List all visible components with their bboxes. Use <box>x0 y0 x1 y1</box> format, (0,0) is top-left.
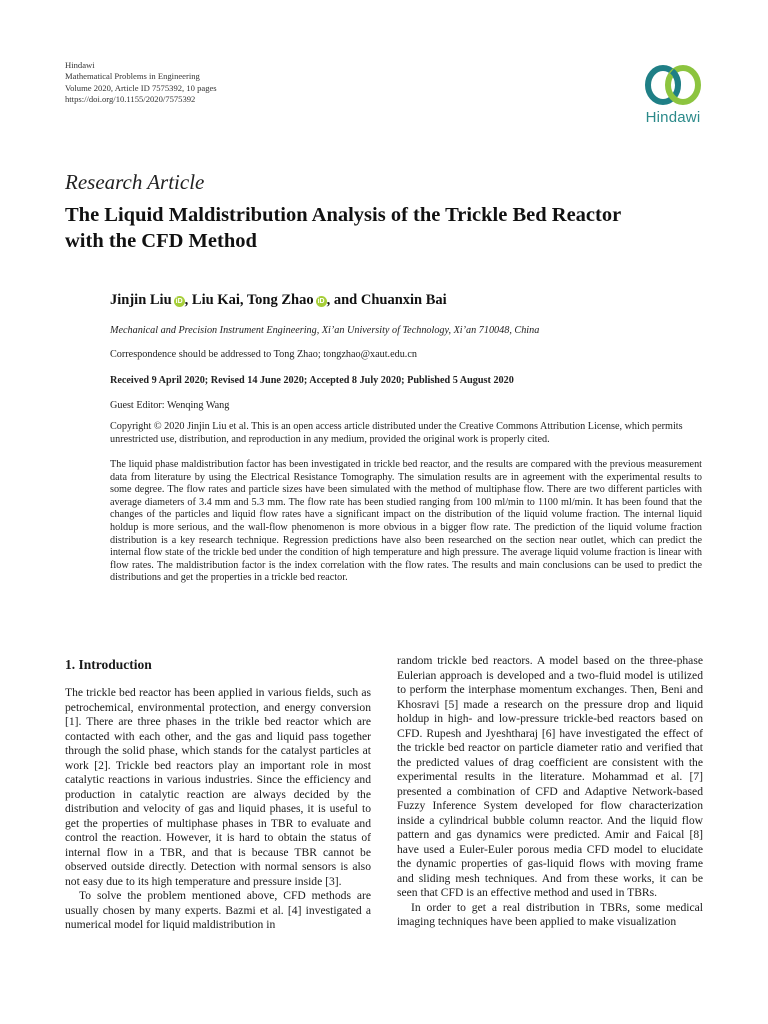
orcid-icon[interactable]: iD <box>175 298 183 305</box>
journal-info <box>65 60 217 105</box>
correspondence: Correspondence should be addressed to Tong Zhao; tongzhao@xaut.edu.cn <box>110 349 417 360</box>
author-names: , Liu Kai, Tong Zhao <box>184 292 314 308</box>
affiliation: Mechanical and Precision Instrument Engineering, Xi’an University of Technology, Xi’an 710048, China <box>110 325 540 336</box>
publication-dates: Received 9 April 2020; Revised 14 June 2020; Accepted 8 July 2020; Published 5 August 2020 <box>110 375 514 386</box>
abstract: The liquid phase maldistribution factor has been investigated in trickle bed reactor, and the results are compared with the previous measurement data from literature by using the Electrical Resistance Tomography. The simulation results are in agreement with the experimental results to some degree. The flow rates and particle sizes have been simulated with the method of multiphase flow. There are two different particles with average diameters of 3.4 mm and 5.3 mm. The flow rate has been studied ranging from 100 ml/min to 1100 ml/min. It has been found that the changes of the particles and liquid flow rates have a significant impact on the distribution of the liquid volume fraction. The internal liquid holdup is more serious, and the wall-flow phenomenon is more obvious in a bigger flow rate. The prediction of the liquid volume fraction distribution is a key research technique. Regression predictions have also been researched on the section near outlet, which can predict the internal flow state of the trickle bed under the condition of high temperature and high pressure. The average liquid volume fraction is linear with flow rates. The maldistribution factor is the index correlation with the flow rates. The results and main conclusions can be used to predict the distributions and get the properties in a trickle bed reactor. <box>110 459 702 584</box>
author-name[interactable]: Jinjin Liu <box>110 292 172 308</box>
author-names: , and Chuanxin Bai <box>326 292 447 308</box>
logo-text: Hindawi <box>645 109 701 126</box>
page-title: The Liquid Maldistribution Analysis of the Trickle Bed Reactor with the CFD Method <box>65 204 621 252</box>
copyright-notice: Copyright © 2020 Jinjin Liu et al. This is an open access article distributed under the Creative Commons Attribution License, which permits unrestricted use, distribution, and reproduction in any medium, provided the original work is properly cited. <box>110 421 683 445</box>
orcid-icon[interactable]: iD <box>317 298 325 305</box>
guest-editor: Guest Editor: Wenqing Wang <box>110 400 230 411</box>
author-list <box>110 292 447 309</box>
publisher-name: Hindawi <box>65 60 95 70</box>
section-heading: 1. Introduction <box>65 657 152 672</box>
article-type: Research Article <box>65 170 205 194</box>
paragraph: To solve the problem mentioned above, CFD methods are usually chosen by many experts. Bazmi et al. [4] investigated a numerical model for liquid maldistribution in <box>65 889 371 931</box>
doi-link[interactable]: https://doi.org/10.1155/2020/7575392 <box>65 93 196 104</box>
column-left <box>65 654 371 933</box>
volume-info: Volume 2020, Article ID 7575392, 10 pages <box>65 82 217 93</box>
paragraph: The trickle bed reactor has been applied in various fields, such as petrochemical, environmental protection, and energy conversion [1]. There are three phases in the trikle bed reactor which are contacted with each other, and the gas and liquid pass together through the solid phase, which stands for the catalyst particles at work [2]. Trickle bed reactors play an important role in most catalytic reactions in various industries. Since the efficiency and production in catalytic reaction are always decided by the distribution and velocity of gas and liquid phases, it is useful to get the properties of multiphase phases in TBR to evaluate and control the reaction. However, it is hard to obtain the status of internal flow in a TBR, and that is because TBR cannot be observed outside directly. Detection with normal sensors is also not easy due to its high temperature and pressure inside [3]. <box>65 686 371 888</box>
hindawi-logo-rings-icon <box>641 63 705 107</box>
hindawi-logo <box>632 63 714 135</box>
paragraph: In order to get a real distribution in TBRs, some medical imaging techniques have been applied to make visualization <box>397 900 703 928</box>
paragraph: random trickle bed reactors. A model based on the three-phase Eulerian approach is developed and a two-fluid model is utilized to perform the interphase momentum exchanges. Then, Beni and Khosravi [5] made a research on the pressure drop and liquid holdup in high- and low-pressure trickle-bed reactors based on CFD. Rupesh and Jyeshtharaj [6] have investigated the effect of the trickle bed reactor on particle diameter ratio and verified that the predicted values of drag coefficient are consistent with the experimental results in the literature. Mohammad et al. [7] presented a combination of CFD and Adaptive Network-based Fuzzy Inference System developed for flow characterization inside a cylindrical bubble column reactor. And the liquid flow pattern and gas dynamics were predicted. Amir and Faical [8] have used a Euler-Euler porous media CFD model to elucidate the dynamic properties of gas-liquid flows with moving frame and sliding mesh techniques. And from these works, it can be seen that CFD is an effective method and used in TBRs. <box>397 654 703 899</box>
journal-name: Mathematical Problems in Engineering <box>65 71 200 82</box>
column-right <box>397 654 703 930</box>
